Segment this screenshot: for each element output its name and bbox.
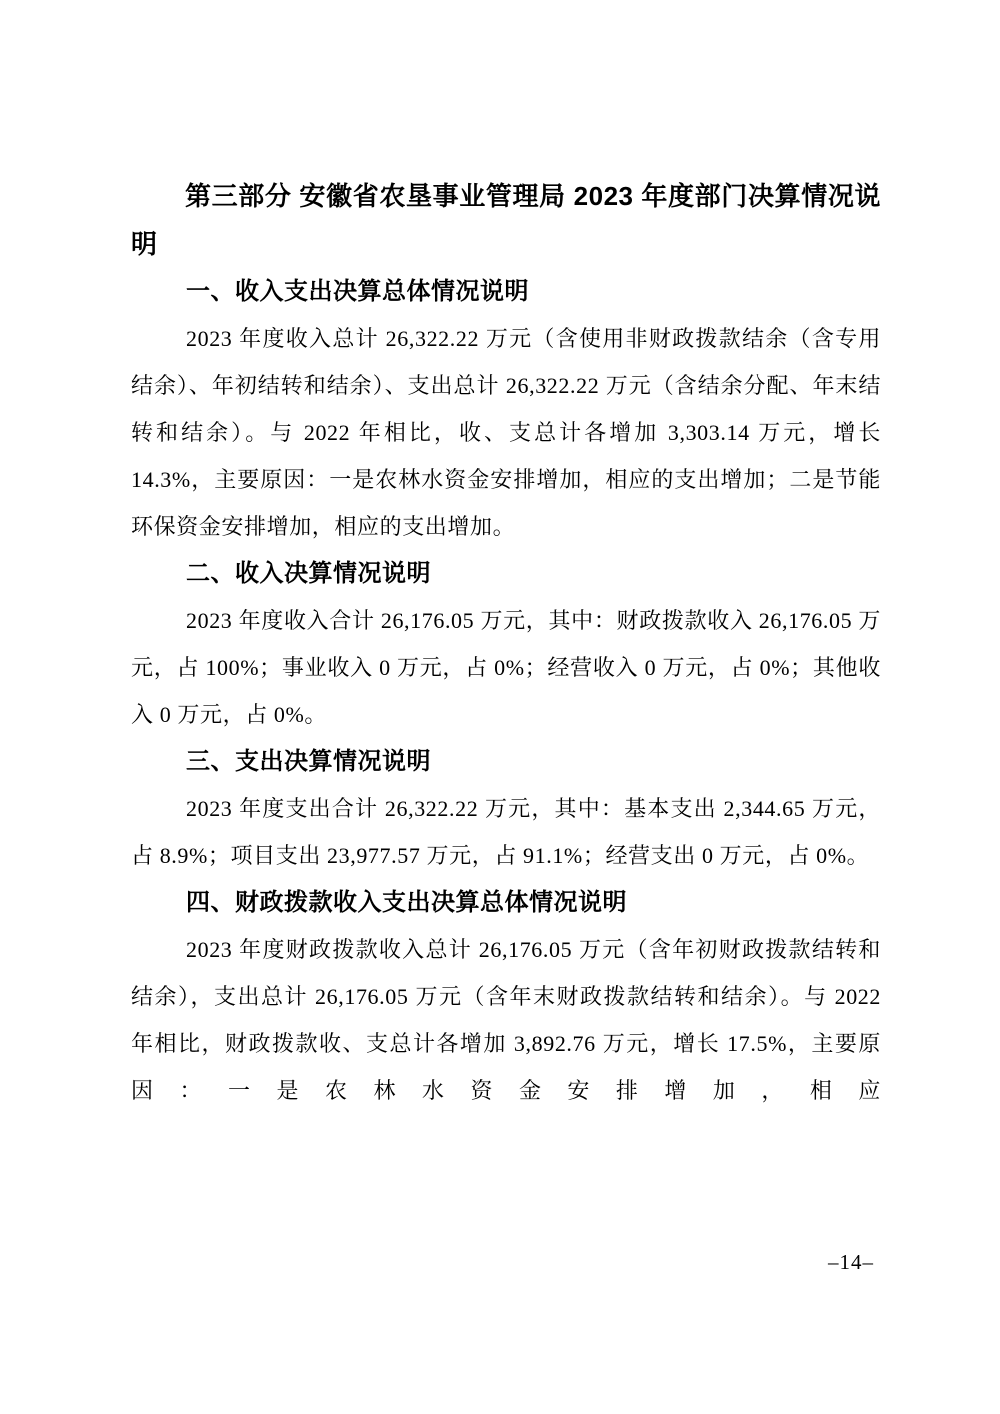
- section-paragraph-income-expenditure-overview: 2023 年度收入总计 26,322.22 万元（含使用非财政拨款结余（含专用结余）、年初结转和结余）、支出总计 26,322.22 万元（含结余分配、年末结转和结余）。与 2022 年相比，收、支总计各增加 3,303.14 万元，增长 14.3%，主要原因：一是农林水资金安排增加，相应的支出增加；二是节能环保资金安排增加，相应的支出增加。: [131, 326, 881, 539]
- document-title: 第三部分 安徽省农垦事业管理局 2023 年度部门决算情况说明: [131, 181, 881, 259]
- section-heading-income-expenditure-overview: 一、收入支出决算总体情况说明: [186, 278, 529, 305]
- section-heading-fiscal-appropriation-overview: 四、财政拨款收入支出决算总体情况说明: [186, 889, 627, 916]
- section-paragraph-income-details: 2023 年度收入合计 26,176.05 万元，其中：财政拨款收入 26,176.05 万元，占 100%；事业收入 0 万元，占 0%；经营收入 0 万元，占 0%；其他收入 0 万元，占 0%。: [131, 608, 881, 727]
- section-paragraph-fiscal-appropriation-overview: 2023 年度财政拨款收入总计 26,176.05 万元（含年初财政拨款结转和结余），支出总计 26,176.05 万元（含年末财政拨款结转和结余）。与 2022 年相比，财政拨款收、支总计各增加 3,892.76 万元，增长 17.5%，主要原因：一是农林水资金安排增加，相应: [131, 937, 881, 1103]
- section-heading-expenditure-details: 三、支出决算情况说明: [186, 748, 431, 775]
- page-number: –14–: [828, 1250, 874, 1274]
- document-content: [131, 172, 881, 1114]
- section-paragraph-expenditure-details: 2023 年度支出合计 26,322.22 万元，其中：基本支出 2,344.65 万元，占 8.9%；项目支出 23,977.57 万元，占 91.1%；经营支出 0 万元，占 0%。: [131, 796, 881, 868]
- section-heading-income-details: 二、收入决算情况说明: [186, 560, 431, 587]
